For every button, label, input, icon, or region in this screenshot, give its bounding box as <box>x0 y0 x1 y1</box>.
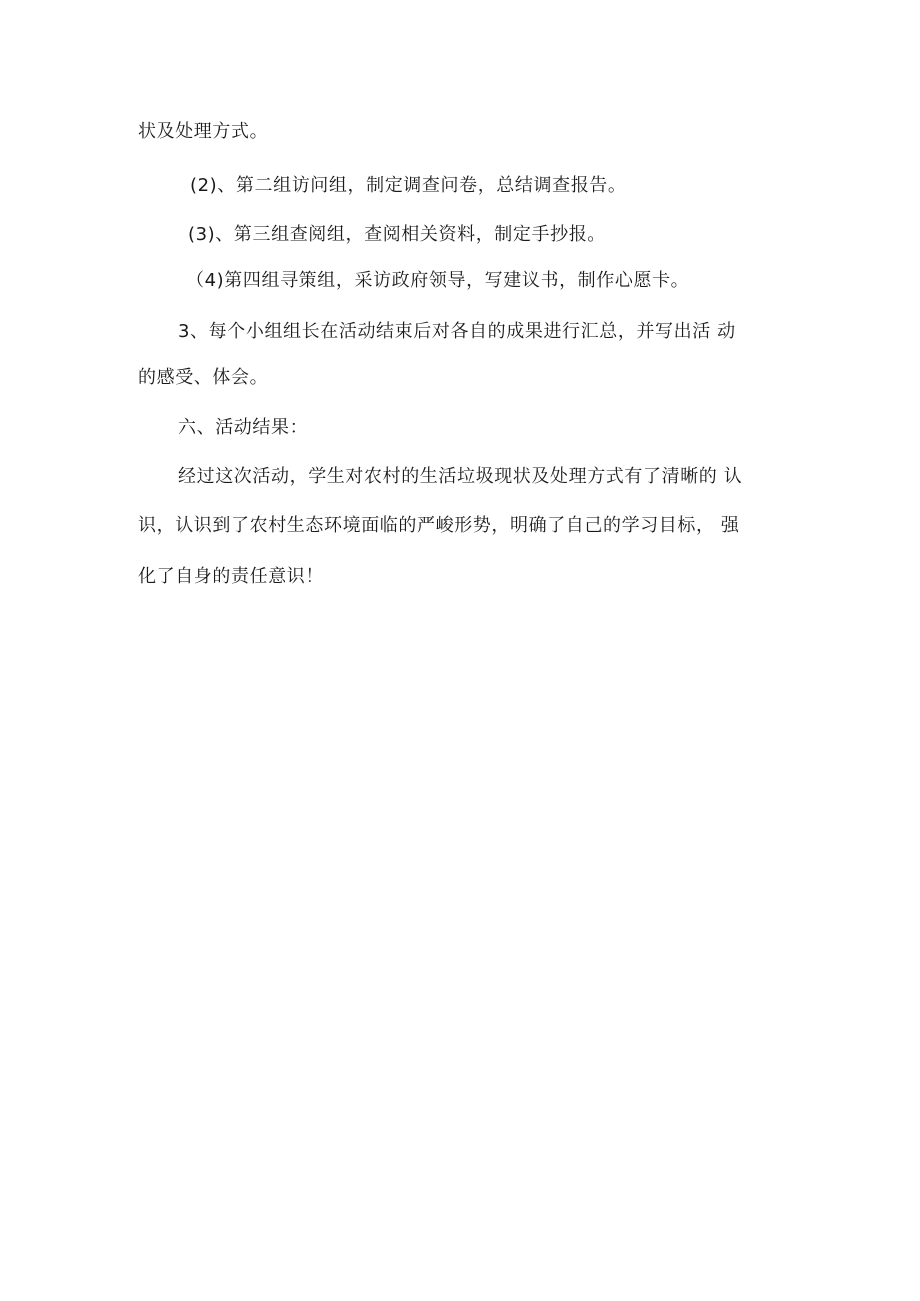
text-line: 经过这次活动，学生对农村的生活垃圾现状及处理方式有了清晰的 认 <box>178 466 743 487</box>
text-line: 化了自身的责任意识！ <box>138 566 324 587</box>
text-line: 3、每个小组组长在活动结束后对各自的成果进行汇总，并写出活 动 <box>178 321 736 342</box>
text-line: (3)、第三组查阅组，查阅相关资料，制定手抄报。 <box>188 224 606 245</box>
text-line: (2)、第二组访问组，制定调查问卷，总结调查报告。 <box>190 175 627 196</box>
text-line: （4)第四组寻策组，采访政府领导，写建议书，制作心愿卡。 <box>186 270 690 291</box>
text-line: 状及处理方式。 <box>138 121 269 142</box>
section-heading: 六、活动结果： <box>178 417 309 438</box>
text-line: 的感受、体会。 <box>138 367 269 388</box>
text-line: 识，认识到了农村生态环境面临的严峻形势，明确了自己的学习目标， 强 <box>138 515 740 536</box>
